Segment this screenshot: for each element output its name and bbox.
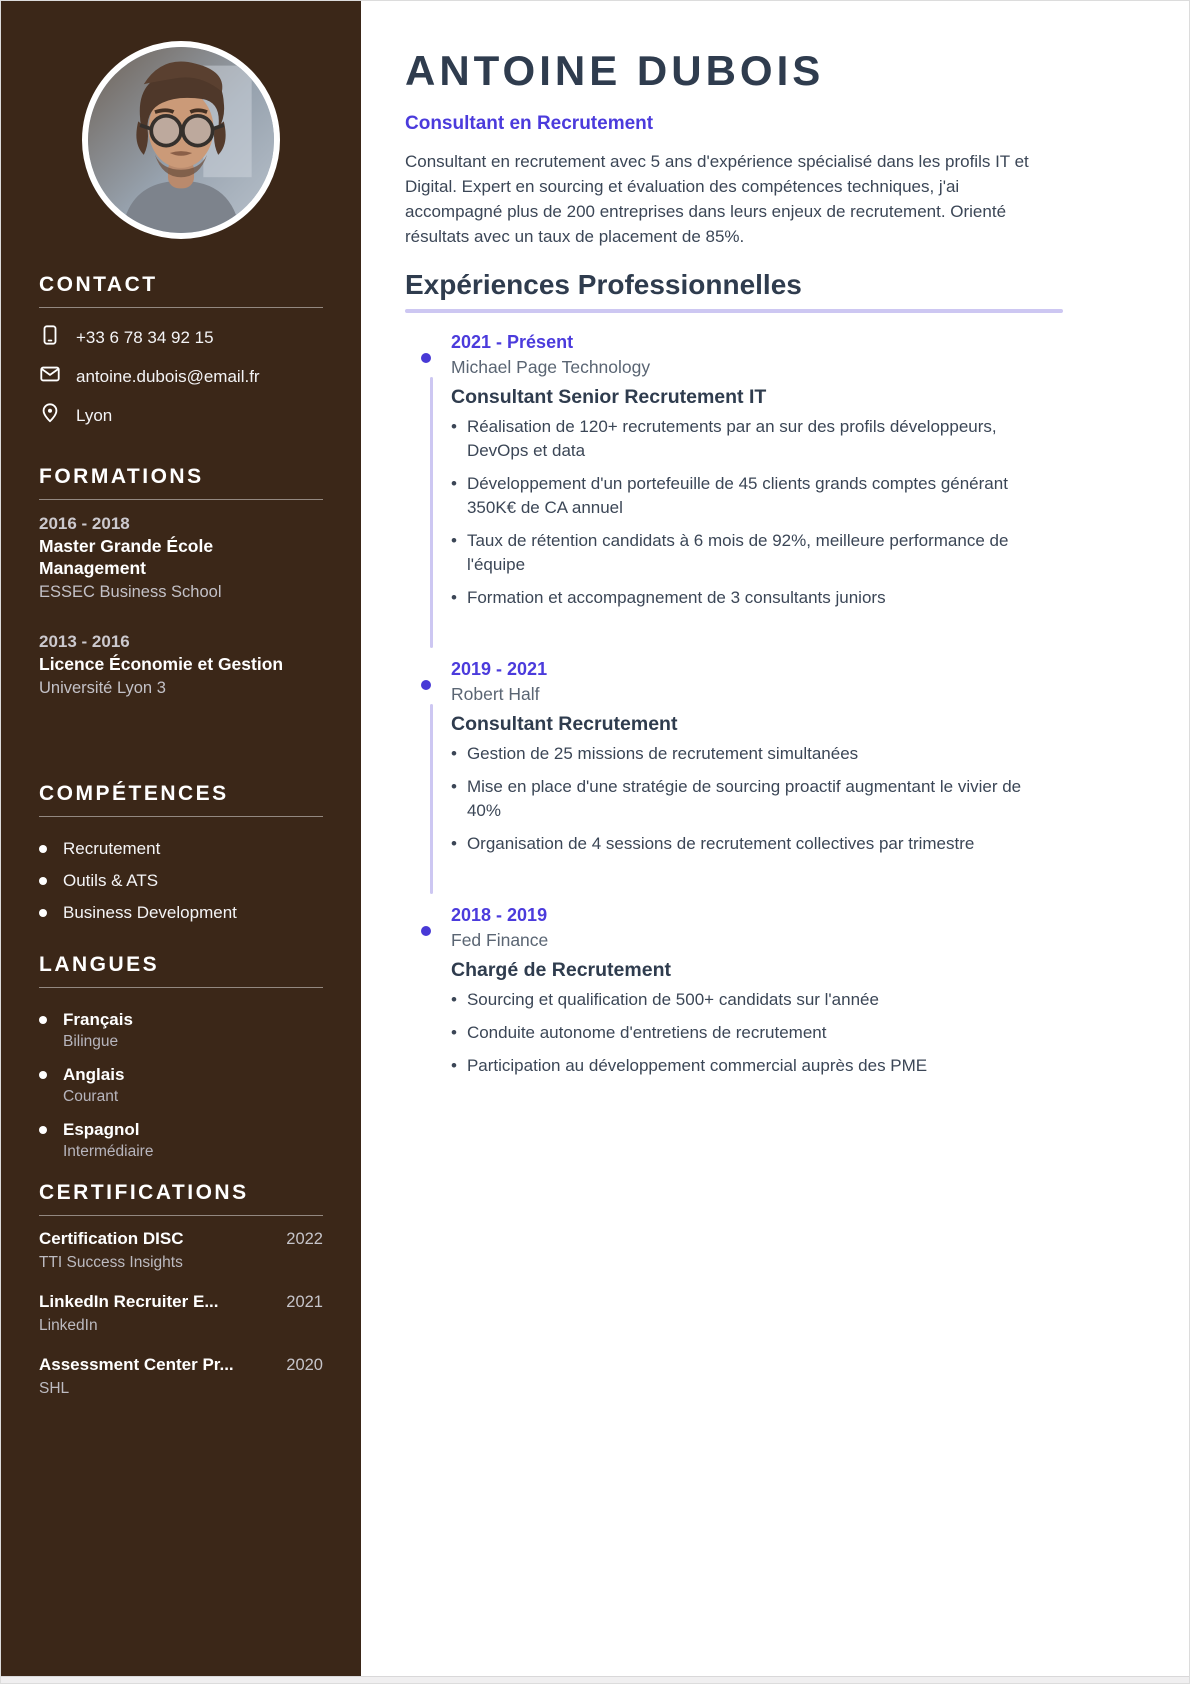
language-name: Espagnol bbox=[63, 1119, 140, 1139]
contact-row-location bbox=[39, 402, 323, 429]
job-bullet: • Formation et accompagnement de 3 consultants juniors bbox=[451, 586, 1051, 610]
timeline-dot bbox=[421, 680, 431, 690]
divider bbox=[39, 987, 323, 988]
contact-row-email bbox=[39, 363, 323, 390]
education-item bbox=[39, 514, 323, 602]
education-school: ESSEC Business School bbox=[39, 582, 222, 601]
divider bbox=[39, 307, 323, 308]
job-bullet: • Taux de rétention candidats à 6 mois de 92%, meilleure performance de l'équipe bbox=[451, 529, 1051, 577]
formations-heading: FORMATIONS bbox=[39, 465, 204, 488]
job-period: 2019 - 2021 bbox=[451, 659, 548, 679]
contact-phone-value: +33 6 78 34 92 15 bbox=[76, 327, 214, 347]
job-role: Consultant Senior Recrutement IT bbox=[451, 386, 767, 408]
job-period: 2021 - Présent bbox=[451, 332, 574, 352]
job-bullet: • Mise en place d'une stratégie de sourcing proactif augmentant le vivier de 40% bbox=[451, 775, 1051, 823]
education-degree: Licence Économie et Gestion bbox=[39, 653, 284, 674]
job-bullet: • Sourcing et qualification de 500+ candidats sur l'année bbox=[451, 988, 1051, 1012]
certification-name: Assessment Center Pr... bbox=[39, 1354, 234, 1374]
bullet-dot bbox=[39, 877, 47, 885]
experience-item bbox=[405, 331, 1063, 610]
job-bullet-list bbox=[451, 988, 1063, 1078]
person-title: Consultant en Recrutement bbox=[405, 113, 654, 134]
sidebar-section-langues bbox=[39, 953, 323, 1161]
bullet-dot bbox=[39, 909, 47, 917]
sidebar-section-contact bbox=[39, 273, 323, 429]
job-role: Consultant Recrutement bbox=[451, 713, 678, 735]
certification-year: 2021 bbox=[286, 1292, 323, 1311]
education-item bbox=[39, 632, 323, 698]
certification-item bbox=[39, 1355, 323, 1398]
profile-photo bbox=[82, 41, 280, 239]
bullet-dot bbox=[39, 1071, 47, 1079]
skill-label: Recrutement bbox=[63, 838, 161, 858]
language-level: Courant bbox=[63, 1087, 119, 1105]
experience-item bbox=[405, 904, 1063, 1078]
skill-item bbox=[39, 839, 323, 859]
bullet-dot bbox=[39, 845, 47, 853]
certification-name: LinkedIn Recruiter E... bbox=[39, 1291, 219, 1311]
certification-item bbox=[39, 1229, 323, 1272]
language-list bbox=[39, 1010, 323, 1161]
divider bbox=[39, 1215, 323, 1216]
job-bullet: • Gestion de 25 missions de recrutement simultanées bbox=[451, 742, 1051, 766]
language-item bbox=[39, 1065, 323, 1106]
skill-item bbox=[39, 903, 323, 923]
language-name: Anglais bbox=[63, 1064, 125, 1084]
language-item bbox=[39, 1120, 323, 1161]
profile-summary: Consultant en recrutement avec 5 ans d'expérience spécialisé dans les profils IT et Digital. Expert en sourcing et évaluation des compétences techniques, j'ai accompagné plus de 200 entreprises dans leurs enjeux de recrutement. Orienté résultats avec un taux de placement de 85%. bbox=[405, 152, 1029, 246]
avatar-illustration bbox=[88, 47, 274, 233]
sidebar-section-certifications bbox=[39, 1181, 323, 1398]
experience-item bbox=[405, 658, 1063, 856]
page-bottom-gap bbox=[1, 1676, 1189, 1683]
experience-heading: Expériences Professionnelles bbox=[405, 269, 802, 300]
certification-issuer: LinkedIn bbox=[39, 1316, 98, 1334]
sidebar bbox=[1, 1, 361, 1676]
main-content bbox=[361, 1, 1189, 1676]
timeline-line bbox=[430, 704, 433, 894]
skill-item bbox=[39, 871, 323, 891]
contact-email-value: antoine.dubois@email.fr bbox=[76, 366, 260, 386]
job-bullet: • Réalisation de 120+ recrutements par an sur des profils développeurs, DevOps et data bbox=[451, 415, 1051, 463]
education-school: Université Lyon 3 bbox=[39, 678, 166, 697]
timeline-dot bbox=[421, 353, 431, 363]
skill-label: Business Development bbox=[63, 902, 237, 922]
certification-year: 2020 bbox=[286, 1355, 323, 1374]
language-name: Français bbox=[63, 1009, 133, 1029]
language-item bbox=[39, 1010, 323, 1051]
job-bullet-list bbox=[451, 415, 1063, 610]
certification-name: Certification DISC bbox=[39, 1228, 184, 1248]
bullet-dot bbox=[39, 1016, 47, 1024]
job-role: Chargé de Recrutement bbox=[451, 959, 671, 981]
skill-list bbox=[39, 839, 323, 923]
contact-location-value: Lyon bbox=[76, 405, 113, 425]
sidebar-section-competences bbox=[39, 782, 323, 923]
job-bullet: • Développement d'un portefeuille de 45 clients grands comptes générant 350K€ de CA annuel bbox=[451, 472, 1051, 520]
sidebar-section-formations bbox=[39, 465, 323, 698]
language-level: Bilingue bbox=[63, 1032, 119, 1050]
contact-heading: CONTACT bbox=[39, 273, 158, 296]
map-pin-icon bbox=[39, 402, 61, 429]
job-company: Fed Finance bbox=[451, 930, 549, 950]
contact-row-phone bbox=[39, 324, 323, 351]
education-degree: Master Grande École Management bbox=[39, 536, 214, 578]
certification-item bbox=[39, 1292, 323, 1335]
profile-photo-wrap bbox=[39, 41, 323, 239]
job-bullet: • Conduite autonome d'entretiens de recrutement bbox=[451, 1021, 1051, 1045]
person-name: ANTOINE DUBOIS bbox=[405, 47, 825, 94]
experience-heading-underline bbox=[405, 309, 1063, 313]
job-period: 2018 - 2019 bbox=[451, 905, 548, 925]
timeline-line bbox=[430, 377, 433, 648]
experience-timeline bbox=[405, 331, 1063, 1078]
job-company: Michael Page Technology bbox=[451, 357, 651, 377]
divider bbox=[39, 816, 323, 817]
job-bullet-list bbox=[451, 742, 1063, 856]
certifications-heading: CERTIFICATIONS bbox=[39, 1180, 249, 1204]
job-bullet: • Organisation de 4 sessions de recrutement collectives par trimestre bbox=[451, 832, 1051, 856]
job-bullet: • Participation au développement commercial auprès des PME bbox=[451, 1054, 1051, 1078]
certification-issuer: TTI Success Insights bbox=[39, 1253, 183, 1271]
langues-heading: LANGUES bbox=[39, 952, 160, 976]
resume-body bbox=[1, 1, 1189, 1676]
divider bbox=[39, 499, 323, 500]
smartphone-icon bbox=[39, 324, 61, 351]
job-company: Robert Half bbox=[451, 684, 540, 704]
language-level: Intermédiaire bbox=[63, 1142, 154, 1160]
certification-issuer: SHL bbox=[39, 1379, 70, 1397]
education-period: 2013 - 2016 bbox=[39, 631, 130, 651]
competences-heading: COMPÉTENCES bbox=[39, 781, 229, 805]
mail-icon bbox=[39, 363, 61, 390]
skill-label: Outils & ATS bbox=[63, 870, 159, 890]
contact-list bbox=[39, 324, 323, 429]
bullet-dot bbox=[39, 1126, 47, 1134]
certification-year: 2022 bbox=[286, 1229, 323, 1248]
timeline-dot bbox=[421, 926, 431, 936]
education-period: 2016 - 2018 bbox=[39, 514, 130, 533]
